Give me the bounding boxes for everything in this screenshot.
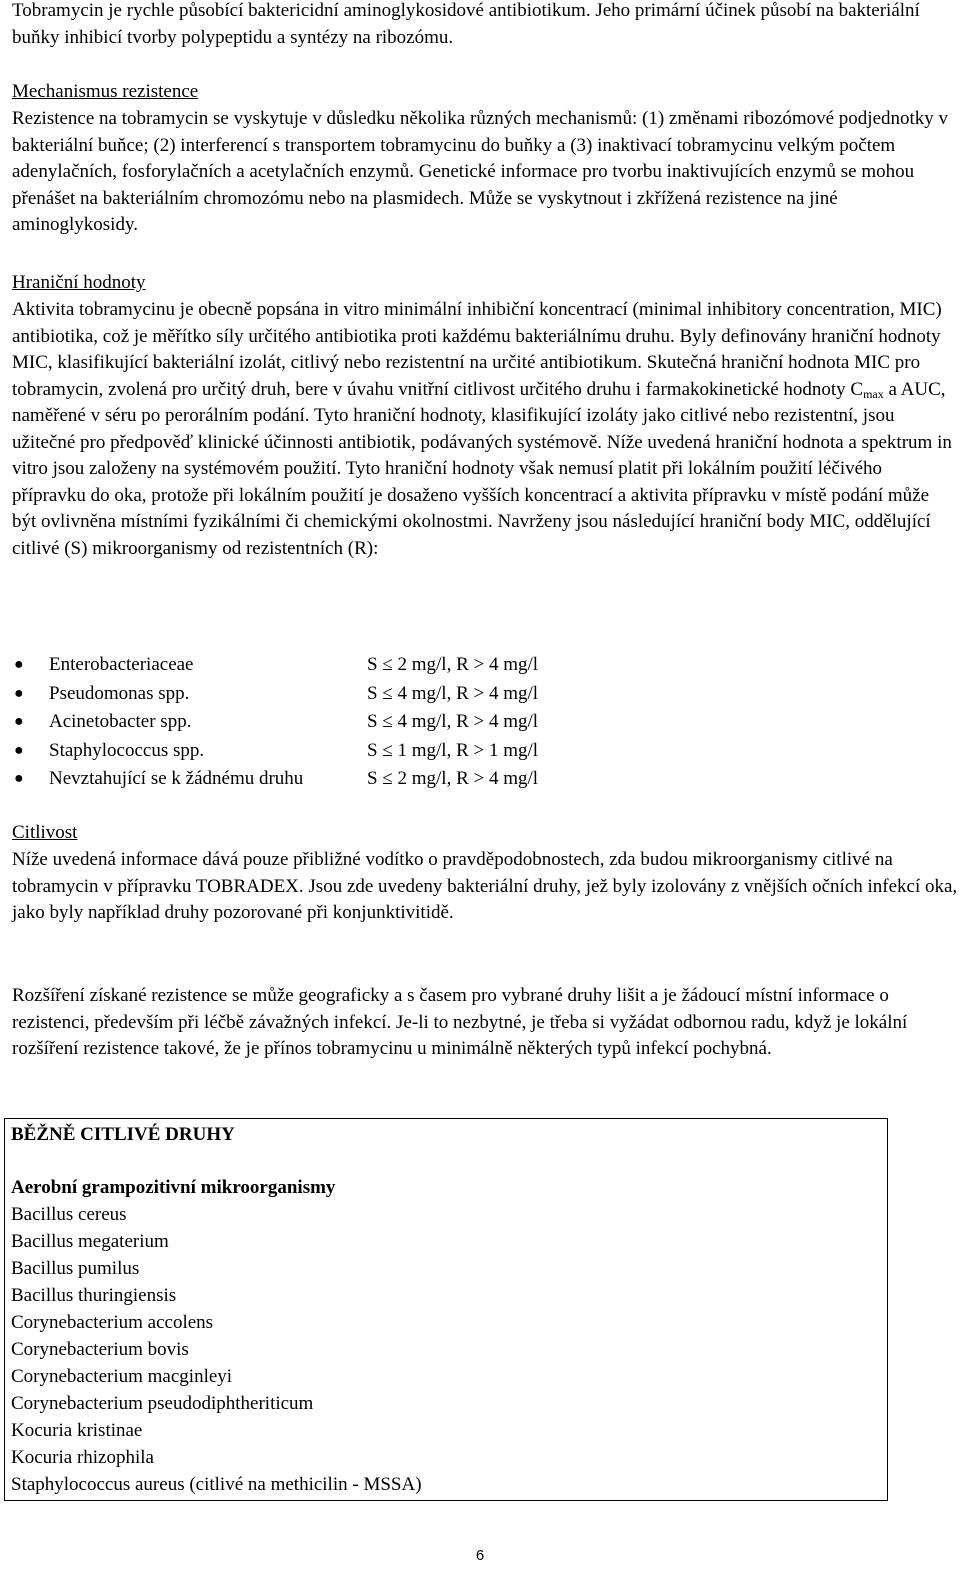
- breakpoint-organism: Nevztahující se k žádnému druhu: [49, 768, 304, 789]
- list-item: [12, 737, 958, 766]
- table-row: Staphylococcus aureus (citlivé na methicilin - MSSA): [11, 1474, 422, 1495]
- table-row: Corynebacterium accolens: [11, 1312, 214, 1333]
- list-item: [12, 765, 958, 794]
- bullet-icon: ●: [14, 713, 24, 730]
- breakpoints-heading: Hraniční hodnoty: [12, 272, 146, 293]
- susceptibility-paragraph-1: Níže uvedená informace dává pouze přibližné vodítko o pravděpodobnostech, zda budou mikroorganismy citlivé na tobramycin v přípravku TOBRADEX. Jsou zde uvedeny bakteriální druhy, jež byly izolovány z vnějších očních infekcí oka, jako byly například druhy pozorované při konjunktivitidě.: [12, 849, 958, 923]
- cmax-subscript: max: [863, 386, 884, 401]
- breakpoints-text-b: a AUC, naměřené v séru po perorálním podání. Tyto hraniční hodnoty, klasifikující izoláty jako citlivé nebo rezistentní, jsou užitečné pro předpověď klinické účinnosti antibiotik, podávaných systémově. Níže uvedená hraniční hodnota a spektrum in vitro jsou založeny na systémovém použití. Tyto hraniční hodnoty však nemusí platit při lokálním použití léčivého přípravku do oka, protože při lokálním použití je dosaženo vyšších koncentrací a aktivita přípravku v místě podání může být ovlivněna místními fyzikálními či chemickými okolnostmi. Navrženy jsou následující hraniční body MIC, oddělující citlivé (S) mikroorganismy od rezistentních (R):: [12, 378, 952, 559]
- table-row: Bacillus thuringiensis: [11, 1285, 177, 1306]
- bullet-icon: ●: [14, 741, 24, 759]
- table-row: Corynebacterium macginleyi: [11, 1366, 233, 1387]
- susceptibility-heading: Citlivost: [12, 822, 78, 843]
- table-row: Kocuria kristinae: [11, 1420, 143, 1441]
- list-item: [12, 680, 958, 709]
- table-row: Kocuria rhizophila: [11, 1447, 154, 1468]
- bullet-icon: ●: [14, 770, 24, 787]
- intro-paragraph: Tobramycin je rychle působící baktericidní aminoglykosidové antibiotikum. Jeho primární účinek působí na bakteriální buňky inhibicí tvorby polypeptidu a syntézy na ribozómu.: [12, 0, 920, 48]
- breakpoint-organism: Pseudomonas spp.: [49, 682, 190, 704]
- breakpoint-value: S ≤ 2 mg/l, R > 4 mg/l: [367, 768, 539, 789]
- breakpoint-organism: Enterobacteriaceae: [49, 654, 194, 675]
- page-number: 6: [475, 1547, 485, 1564]
- breakpoint-value: S ≤ 4 mg/l, R > 4 mg/l: [367, 711, 539, 732]
- bullet-icon: ●: [14, 656, 24, 673]
- breakpoint-organism: Acinetobacter spp.: [49, 711, 192, 732]
- table-row: Bacillus cereus: [11, 1204, 127, 1225]
- breakpoint-value: S ≤ 4 mg/l, R > 4 mg/l: [367, 682, 539, 704]
- bullet-icon: ●: [14, 684, 24, 702]
- susceptible-species-table: [4, 1118, 888, 1501]
- breakpoints-list: [12, 651, 958, 794]
- table-row: Corynebacterium bovis: [11, 1339, 189, 1360]
- breakpoints-text-a: Aktivita tobramycinu je obecně popsána in vitro minimální inhibiční koncentrací (minimal inhibitory concentration, MIC) antibiotika, což je měřítko síly určitého antibiotika proti každému bakteriálnímu druhu. Byly definovány hraniční hodnoty MIC, klasifikující bakteriální izolát, citlivý nebo rezistentní na určité antibiotikum. Skutečná hraniční hodnota MIC pro tobramycin, zvolená pro určitý druh, bere v úvahu vnitřní citlivost určitého druhu i farmakokinetické hodnoty C: [12, 299, 942, 400]
- table-subheading: Aerobní grampozitivní mikroorganismy: [11, 1176, 336, 1198]
- breakpoint-organism: Staphylococcus spp.: [49, 739, 205, 761]
- list-item: [12, 651, 958, 680]
- mechanism-heading: Mechanismus rezistence: [12, 81, 199, 102]
- table-row: Bacillus pumilus: [11, 1258, 140, 1279]
- table-row: Corynebacterium pseudodiphtheriticum: [11, 1393, 314, 1414]
- mechanism-paragraph: Rezistence na tobramycin se vyskytuje v důsledku několika různých mechanismů: (1) změnami ribozómové podjednotky v bakteriální buňce; (2) interferencí s transportem tobramycinu do buňky a (3) inaktivací tobramycinu velkým počtem adenylačních, fosforylačních a acetylačních enzymů. Genetické informace pro tvorbu inaktivujících enzymů se mohou přenášet na bakteriálním chromozómu nebo na plasmidech. Může se vyskytnout i zkřížená rezistence na jiné aminoglykosidy.: [12, 108, 949, 235]
- breakpoint-value: S ≤ 1 mg/l, R > 1 mg/l: [367, 739, 539, 761]
- table-title: BĚŽNĚ CITLIVÉ DRUHY: [11, 1124, 235, 1145]
- breakpoint-value: S ≤ 2 mg/l, R > 4 mg/l: [367, 654, 539, 675]
- table-row: Bacillus megaterium: [11, 1231, 169, 1252]
- breakpoints-paragraph: [12, 297, 958, 562]
- susceptibility-paragraph-2: Rozšíření získané rezistence se může geograficky a s časem pro vybrané druhy lišit a je žádoucí místní informace o rezistenci, především při léčbě závažných infekcí. Je-li to nezbytné, je třeba si vyžádat odbornou radu, když je lokální rozšíření rezistence takové, že je přínos tobramycinu u minimálně některých typů infekcí pochybná.: [12, 985, 908, 1059]
- list-item: [12, 708, 958, 737]
